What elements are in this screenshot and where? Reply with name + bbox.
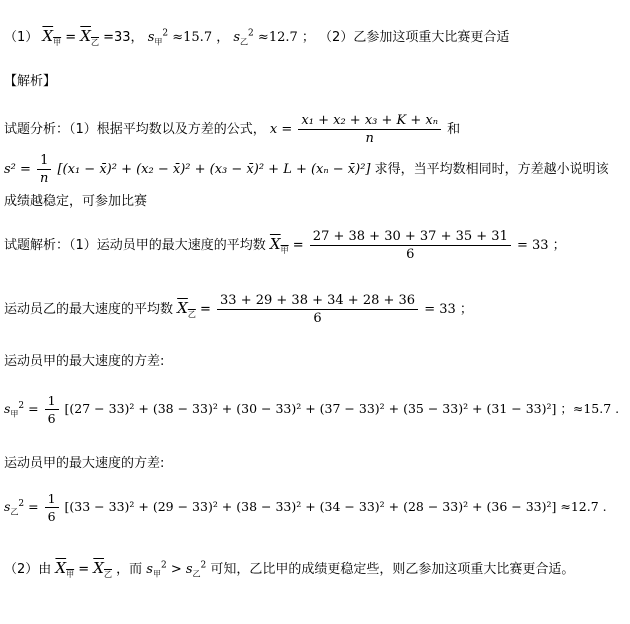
conclusion-prefix: （2）由	[4, 562, 52, 577]
greater-than: >	[170, 562, 182, 577]
mean-yi-numerator: 33 + 29 + 38 + 34 + 28 + 36	[217, 292, 418, 310]
xbar-yi-2: $X_乙$	[177, 299, 196, 319]
mean-jia-fraction	[310, 228, 511, 263]
yi-intro: 运动员乙的最大速度的平均数	[4, 302, 174, 317]
equals-33: =33，	[103, 30, 144, 45]
xbar-jia: $X_甲$	[42, 27, 62, 47]
mean-formula-fraction	[298, 112, 441, 147]
s-jia-sq-3: $s_甲^2$	[146, 560, 167, 579]
var-yi-body: [(33 − 33)² + (29 − 33)² + (38 − 33)² + (34 − 33)² + (28 − 33)² + (36 − 33)²] ≈12.7 .	[64, 499, 607, 514]
var-jia-coef: $\frac{1}{6}$	[45, 392, 59, 427]
var-yi-coef: $\frac{1}{6}$	[45, 490, 59, 525]
mean-jia-numerator: 27 + 38 + 30 + 37 + 35 + 31	[310, 228, 511, 246]
analysis-line-1	[4, 112, 460, 147]
approx-jia: ≈15.7 ，	[172, 30, 230, 45]
s-yi-sq: $s_乙^2$	[4, 498, 25, 517]
mean-formula-numerator: x₁ + x₂ + x₃ + K + xₙ	[298, 112, 441, 130]
variance-after-text: 求得，当平均数相同时，方差越小说明该	[374, 162, 609, 177]
xbar-yi-3: $X_乙$	[93, 559, 112, 579]
mean-yi-denominator: 6	[313, 311, 322, 326]
analysis-line-2	[4, 152, 609, 187]
variance-lhs: s² =	[4, 162, 31, 177]
xbar-yi: $X_乙$	[80, 27, 99, 47]
conclusion-mid: ，而	[116, 562, 143, 577]
approx-yi: ≈12.7 ；	[257, 30, 315, 45]
conclusion-suffix: 可知，乙比甲的成绩更稳定些，则乙参加这项重大比赛更合适。	[210, 562, 575, 577]
solution-mean-yi: 运动员乙的最大速度的平均数 $X_乙$ = $\frac{33 + 29 + 38 + 34 + 28 + 36}{6}$ = 33 ；	[4, 293, 473, 326]
s-yi-sq-3: $s_乙^2$	[185, 560, 207, 579]
s-jia-sq: $s_甲^2$	[4, 400, 25, 419]
analysis-intro: 试题分析：（1）根据平均数以及方差的公式，	[4, 122, 266, 137]
mean-yi-fraction	[217, 292, 418, 327]
and-word: 和	[447, 122, 461, 137]
s-jia: $s_甲^2$	[147, 28, 169, 47]
answer-part2: （2）乙参加这项重大比赛更合适	[319, 30, 510, 45]
solution-mean-jia: 试题解析：（1）运动员甲的最大速度的平均数 $X_甲$ = $\frac{27 + 38 + 30 + 37 + 35 + 31}{6}$ = 33 ；	[4, 229, 566, 262]
var-jia-intro: 运动员甲的最大速度的方差:	[4, 354, 165, 369]
xbar-jia-2: $X_甲$	[269, 235, 289, 255]
mean-jia-denominator: 6	[406, 247, 415, 262]
variance-coef-fraction: $\frac{1}{n}$	[37, 152, 51, 187]
var-yi-formula: $s_乙^2$ = $\frac{1}{6}$ [(33 − 33)² + (29 − 33)² + (38 − 33)² + (34 − 33)² + (28 − 33)² + (36 − 33)²] ≈12.7 .	[4, 491, 607, 524]
var-yi-intro: 运动员甲的最大速度的方差:	[4, 456, 165, 471]
variance-body: [(x₁ − x̄)² + (x₂ − x̄)² + (x₃ − x̄)² + L + (xₙ − x̄)²]	[57, 162, 371, 177]
solution-intro: 试题解析：（1）运动员甲的最大速度的平均数	[4, 238, 266, 253]
answer-line	[4, 26, 509, 48]
mean-lhs: x =	[269, 122, 293, 137]
xbar-jia-3: $X_甲$	[55, 559, 75, 579]
conclusion-line: （2）由 $X_甲 = X_乙$ ，而 $s_甲^2 > s_乙^2$ 可知，乙比甲的成绩更稳定些，则乙参加这项重大比赛更合适。	[4, 559, 575, 579]
answer-part1-prefix: （1）	[4, 30, 39, 45]
analysis-line-3: 成绩越稳定，可参加比赛	[4, 194, 148, 209]
analysis-header: 【解析】	[4, 74, 57, 89]
mean-yi-result: = 33 ；	[424, 302, 473, 317]
equals: =	[65, 30, 77, 45]
var-jia-body: [(27 − 33)² + (38 − 33)² + (30 − 33)² + (37 − 33)² + (35 − 33)² + (31 − 33)²] ；≈15.7 .	[64, 401, 620, 416]
mean-jia-result: = 33 ；	[516, 238, 566, 253]
s-yi: $s_乙^2$	[233, 28, 254, 47]
var-jia-formula: $s_甲^2$ = $\frac{1}{6}$ [(27 − 33)² + (38 − 33)² + (30 − 33)² + (37 − 33)² + (35 − 33)² + (31 − 33)²] ；≈15.7 .	[4, 393, 620, 426]
mean-formula-denominator: n	[365, 131, 374, 146]
